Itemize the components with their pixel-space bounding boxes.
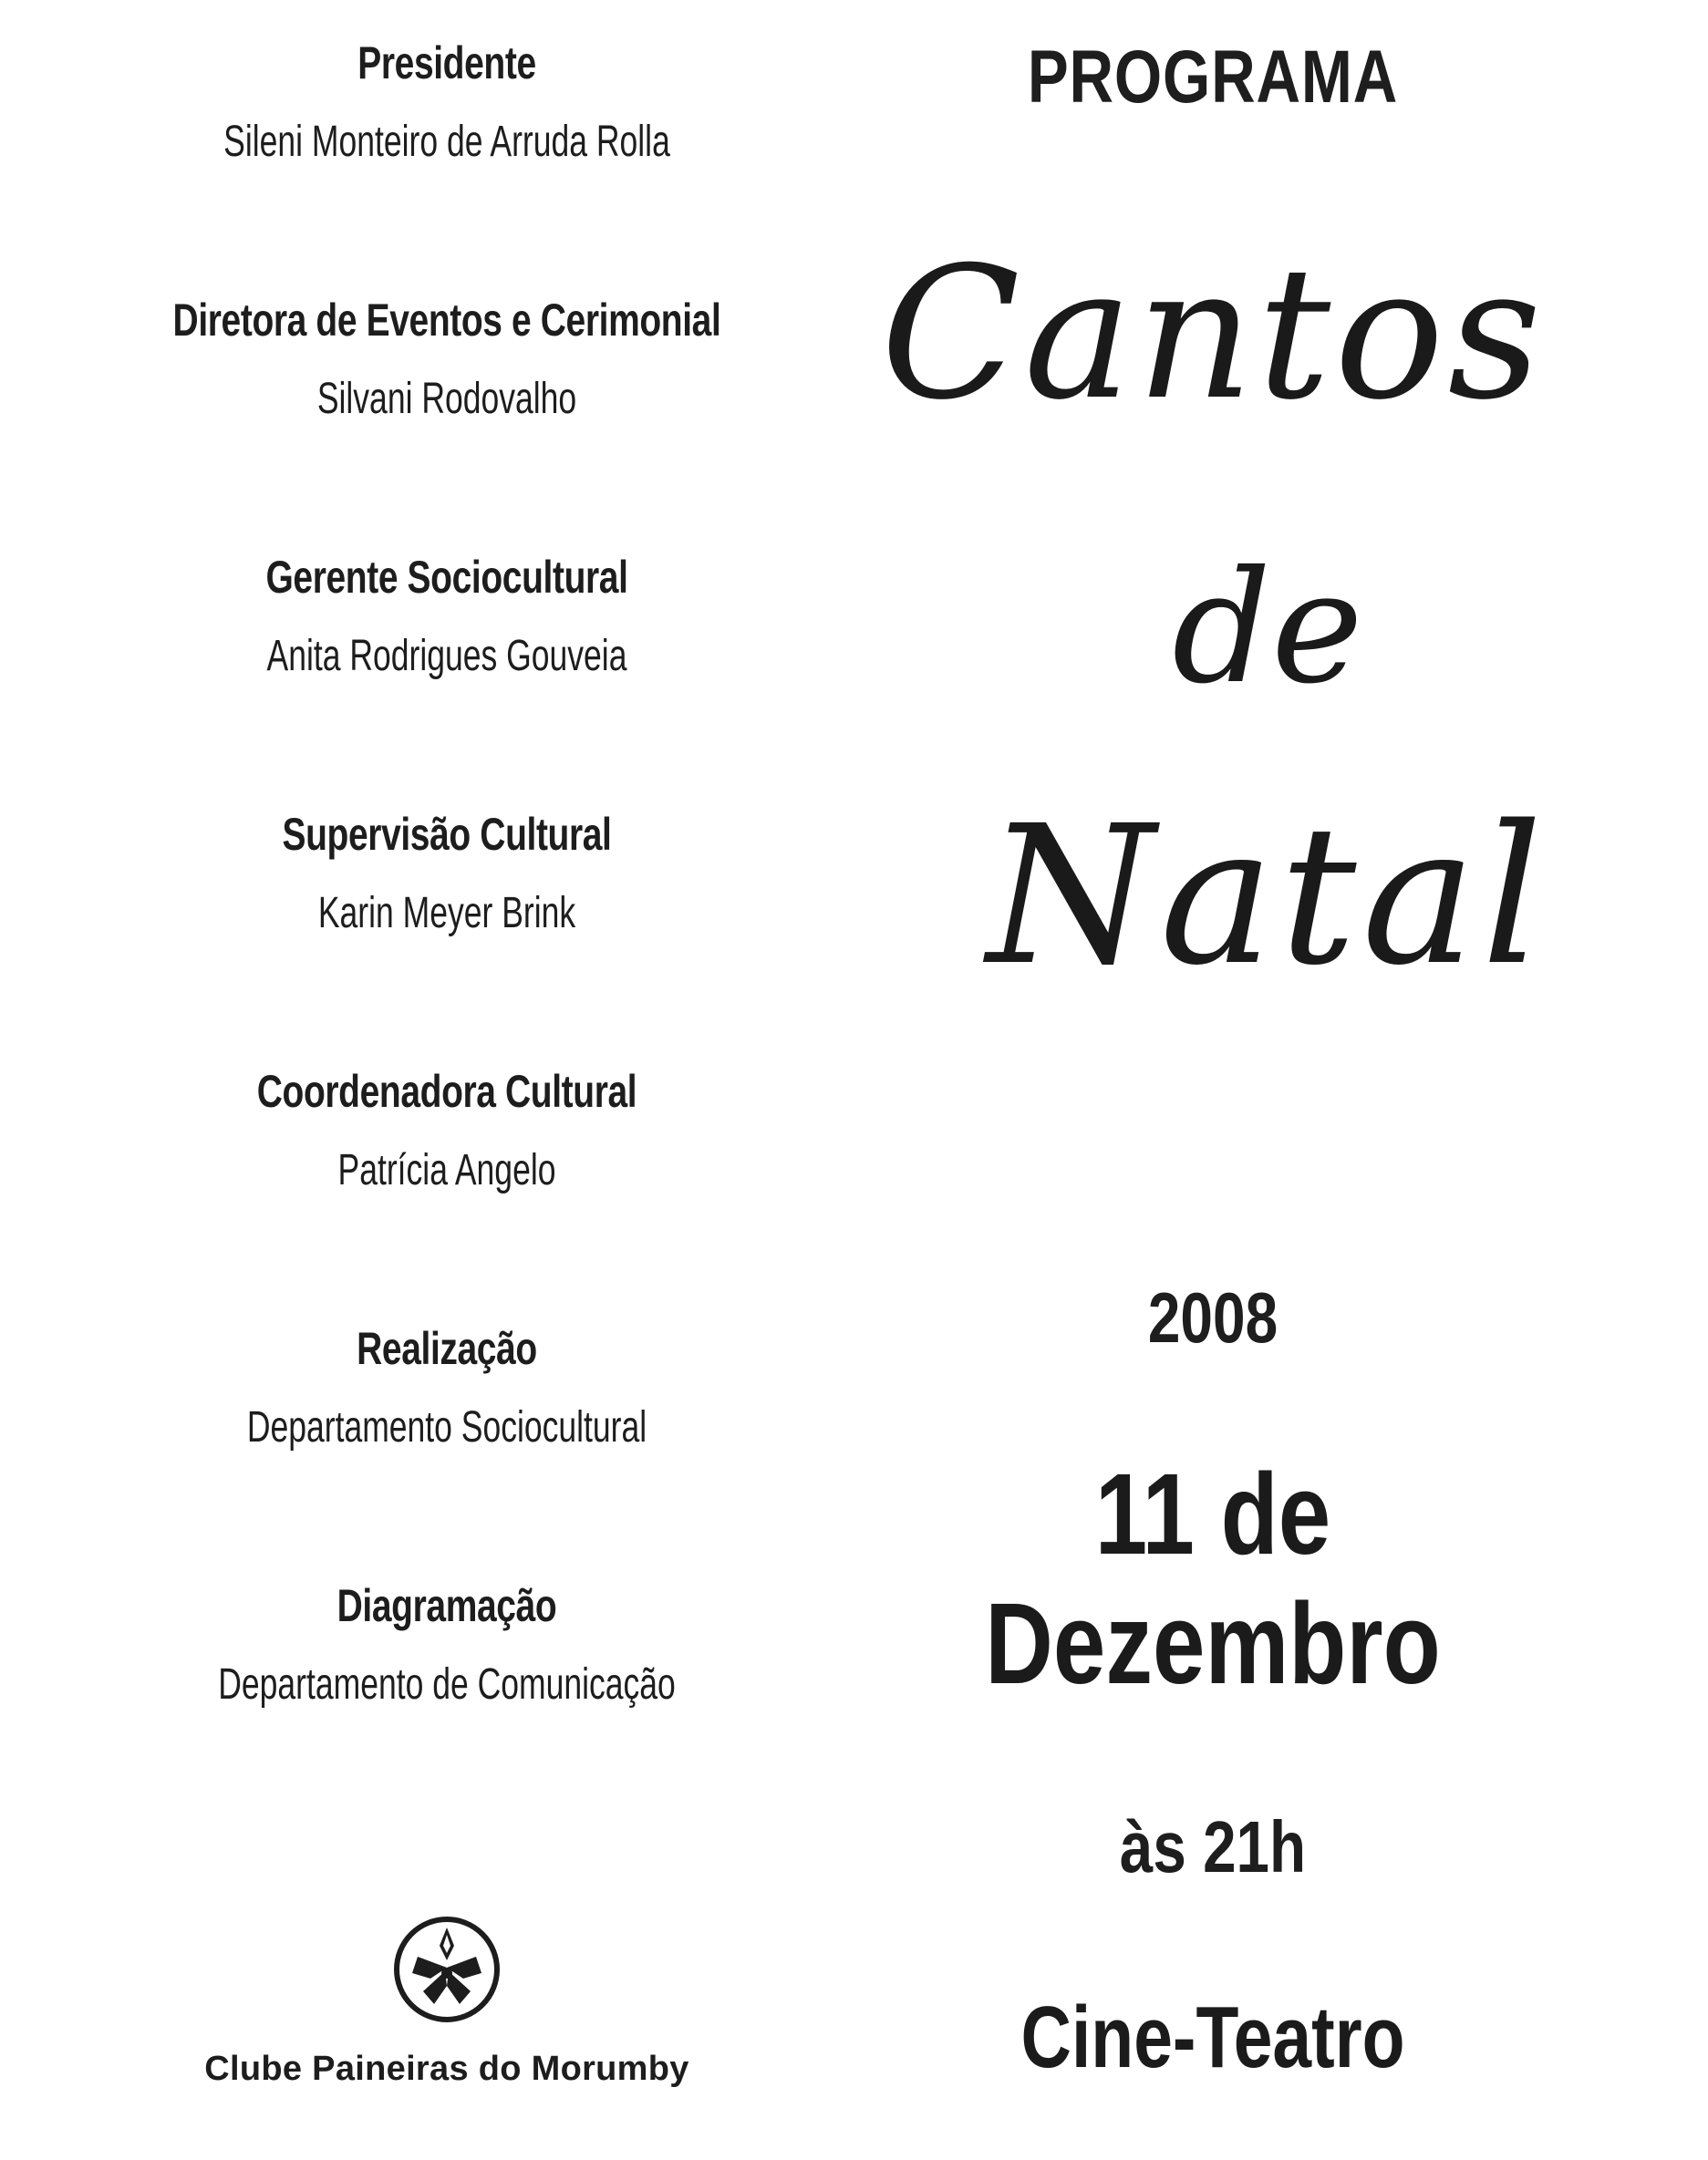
credit-person: Departamento de Comunicação xyxy=(218,1660,676,1709)
credit-role: Supervisão Cultural xyxy=(282,809,612,860)
credit-entry xyxy=(55,1065,839,1196)
credit-person: Patrícia Angelo xyxy=(337,1146,556,1194)
credit-entry xyxy=(55,294,839,425)
flower-star-emblem-icon xyxy=(392,1915,502,2024)
credit-person: Departamento Sociocultural xyxy=(246,1403,647,1452)
event-time: às 21h xyxy=(1119,1806,1307,1887)
event-venue: Cine-Teatro xyxy=(1020,1989,1405,2086)
event-year: 2008 xyxy=(1147,1277,1278,1358)
club-logo xyxy=(55,1915,839,2089)
credit-person: Anita Rodrigues Gouveia xyxy=(266,632,627,680)
credit-person: Sileni Monteiro de Arruda Rolla xyxy=(223,118,670,166)
credit-entry xyxy=(55,1322,839,1453)
credit-role: Presidente xyxy=(357,37,536,88)
program-heading: PROGRAMA xyxy=(1027,36,1399,119)
event-date-month: Dezembro xyxy=(985,1579,1441,1708)
credit-entry xyxy=(55,36,839,168)
title-de: de xyxy=(1172,538,1363,718)
credit-person: Karin Meyer Brink xyxy=(317,889,576,937)
credit-person: Silvani Rodovalho xyxy=(316,375,577,423)
title-natal: Natal xyxy=(987,784,1548,1008)
club-name: Clube Paineiras do Morumby xyxy=(204,2050,689,2088)
credit-entry xyxy=(55,808,839,939)
credit-role: Realização xyxy=(357,1323,537,1374)
credit-entry xyxy=(55,1579,839,1710)
credit-role: Diagramação xyxy=(336,1580,557,1631)
credit-entry xyxy=(55,551,839,682)
credit-role: Gerente Sociocultural xyxy=(265,552,628,603)
credit-role: Diretora de Eventos e Cerimonial xyxy=(172,295,721,346)
event-date-day: 11 de xyxy=(1094,1450,1331,1578)
title-cantos: Cantos xyxy=(880,228,1546,440)
credit-role: Coordenadora Cultural xyxy=(256,1066,637,1117)
